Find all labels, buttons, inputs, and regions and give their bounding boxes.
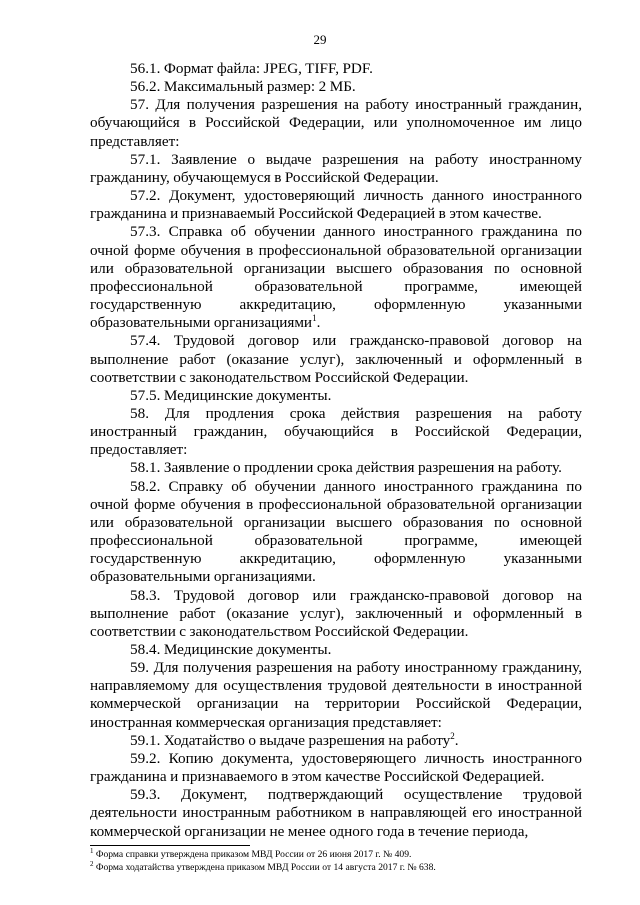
page-number: 29 xyxy=(313,32,327,47)
footnote-ref: 2 xyxy=(450,730,455,741)
paragraph: 57.4. Трудовой договор или гражданско-правовой договор на выполнение работ (оказание услуг), заключенный и оформленный в соответствии с законодательством Российской Федерации. xyxy=(90,332,582,386)
body-text xyxy=(90,60,582,841)
paragraph: 59.1. Ходатайство о выдаче разрешения на работу$^2$. xyxy=(130,730,459,749)
footnote-mark: 2 xyxy=(90,859,94,868)
paragraph: 56.1. Формат файла: JPEG, TIFF, PDF. xyxy=(130,60,373,77)
footnote: $^2$ Форма ходатайства утверждена приказом МВД России от 14 августа 2017 г. № 638. xyxy=(90,859,436,873)
paragraph: 59.2. Копию документа, удостоверяющего личность иностранного гражданина и признаваемого в этом качестве Российской Федерацией. xyxy=(90,749,582,786)
paragraph: 58.4. Медицинские документы. xyxy=(130,641,332,658)
paragraph: 57.2. Документ, удостоверяющий личность данного иностранного гражданина и признаваемый Российской Федерацией в этом качестве. xyxy=(90,187,582,223)
footnote-mark: 1 xyxy=(90,846,94,855)
paragraph: 59.3. Документ, подтверждающий осуществление трудовой деятельности иностранным работником в направляющей его иностранной коммерческой организации не менее одного года в течение периода, xyxy=(90,786,582,840)
footnote-ref: 1 xyxy=(312,313,317,324)
footnote-divider xyxy=(90,845,250,846)
paragraph: 56.2. Максимальный размер: 2 МБ. xyxy=(130,78,356,96)
footnote: $^1$ Форма справки утверждена приказом МВД России от 26 июня 2017 г. № 409. xyxy=(90,846,412,860)
paragraph: 57. Для получения разрешения на работу иностранный гражданин, обучающийся в Российской Федерации, или уполномоченное им лицо представляет: xyxy=(90,96,582,150)
paragraph: 58.3. Трудовой договор или гражданско-правовой договор на выполнение работ (оказание услуг), заключенный и оформленный в соответствии с законодательством Российской Федерации. xyxy=(90,586,582,640)
paragraph: 57.1. Заявление о выдаче разрешения на работу иностранному гражданину, обучающемуся в Российской Федерации. xyxy=(90,150,582,186)
paragraph: 57.5. Медицинские документы. xyxy=(130,386,332,404)
paragraph: 59. Для получения разрешения на работу иностранному гражданину, направляемому для осуществления трудовой деятельности в иностранной коммерческой организации на территории Российской Федерации, иностранная коммерческая организация представляет: xyxy=(90,659,582,731)
paragraph: 57.3. Справка об обучении данного иностранного гражданина по очной форме обучения в профессиональной образовательной организации или образовательной организации высшего образования по основной профессиональной образовательной программе, имеющей государственную аккредитацию, оформленную указанными образовательными организациями$^1$. xyxy=(90,223,582,332)
footnotes xyxy=(90,846,582,874)
paragraph: 58.1. Заявление о продлении срока действия разрешения на работу. xyxy=(130,459,562,477)
paragraph: 58.2. Справку об обучении данного иностранного гражданина по очной форме обучения в профессиональной образовательной организации или образовательной организации высшего образования по основной профессиональной образовательной программе, имеющей государственную аккредитацию, оформленную указанными образовательными организациями. xyxy=(90,477,582,586)
paragraph: 58. Для продления срока действия разрешения на работу иностранный гражданин, обучающийся в Российской Федерации, предоставляет: xyxy=(90,404,582,459)
